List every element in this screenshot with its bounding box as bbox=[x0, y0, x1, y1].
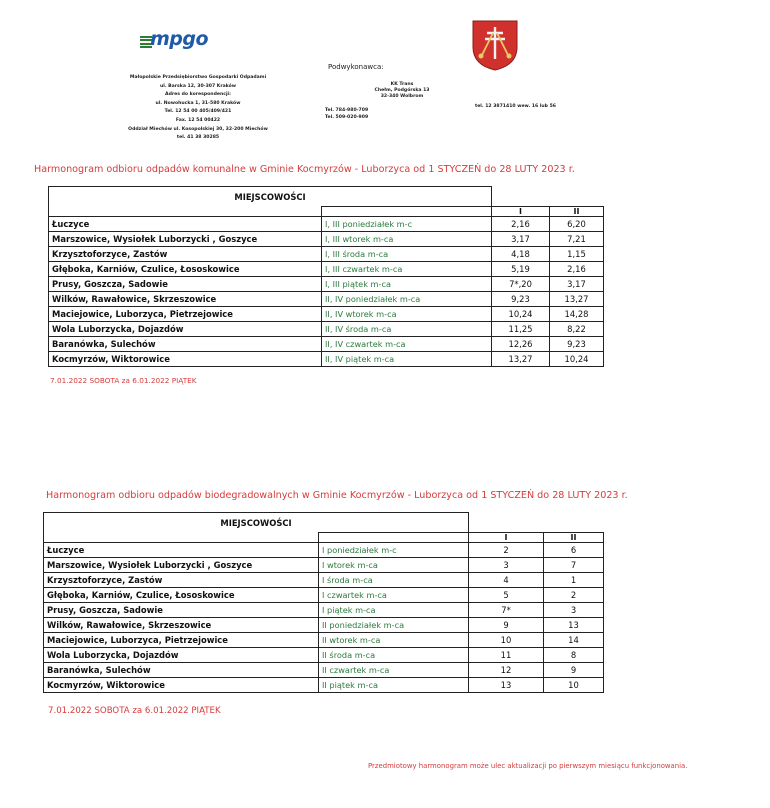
dates-i-cell: 5 bbox=[469, 588, 544, 603]
header-gap bbox=[319, 533, 469, 543]
table-row bbox=[44, 648, 604, 663]
dates-ii-cell: 8,22 bbox=[550, 322, 604, 337]
table2-note: 7.01.2022 SOBOTA za 6.01.2022 PIĄTEK bbox=[48, 706, 221, 716]
coat-of-arms-icon bbox=[471, 19, 519, 71]
dates-ii-cell: 2,16 bbox=[550, 262, 604, 277]
location-cell: Kocmyrzów, Wiktorowice bbox=[49, 352, 322, 367]
table1-note: 7.01.2022 SOBOTA za 6.01.2022 PIĄTEK bbox=[50, 376, 197, 385]
company-line: Małopolskie Przedsiębiorstwo Gospodarki Odpadami bbox=[129, 75, 267, 80]
mpgo-logo bbox=[140, 28, 220, 52]
location-cell: Łuczyce bbox=[44, 543, 319, 558]
table-row bbox=[49, 292, 604, 307]
company-line: tel. 41 38 30285 bbox=[176, 135, 220, 141]
logo-text: mpgo bbox=[150, 28, 209, 50]
dates-ii-cell: 3 bbox=[544, 603, 604, 618]
dates-ii-cell: 8 bbox=[544, 648, 604, 663]
table1-title: Harmonogram odbioru odpadów komunalne w Gminie Kocmyrzów - Luborzyca od 1 STYCZEŃ do 28 LUTY 2023 r. bbox=[34, 164, 575, 175]
subcontractor-label: Podwykonawca: bbox=[328, 63, 384, 71]
dates-ii-cell: 6,20 bbox=[550, 217, 604, 232]
company-line: ul. Nowohucka 1, 31-580 Kraków bbox=[155, 100, 241, 106]
day-cell: II, IV czwartek m-ca bbox=[322, 337, 492, 352]
dates-ii-cell: 2 bbox=[544, 588, 604, 603]
day-cell: II, IV środa m-ca bbox=[322, 322, 492, 337]
location-cell: Głęboka, Karniów, Czulice, Łososkowice bbox=[49, 262, 322, 277]
table-row bbox=[49, 232, 604, 247]
dates-ii-cell: 1 bbox=[544, 573, 604, 588]
column-header-locations: MIEJSCOWOŚCI bbox=[49, 187, 492, 207]
table-row bbox=[44, 588, 604, 603]
dates-i-cell: 9 bbox=[469, 618, 544, 633]
dates-i-cell: 10 bbox=[469, 633, 544, 648]
dates-i-cell: 3 bbox=[469, 558, 544, 573]
location-cell: Wilków, Rawałowice, Skrzeszowice bbox=[44, 618, 319, 633]
company-address bbox=[108, 74, 288, 143]
company-line: Oddział Miechów ul. Kosopolskiej 30, 32-200 Miechów bbox=[128, 126, 268, 132]
dates-ii-cell: 9 bbox=[544, 663, 604, 678]
dates-ii-cell: 10,24 bbox=[550, 352, 604, 367]
location-cell: Wola Luborzycka, Dojazdów bbox=[44, 648, 319, 663]
location-cell: Krzysztoforzyce, Zastów bbox=[49, 247, 322, 262]
table-row bbox=[49, 217, 604, 232]
dates-ii-cell: 1,15 bbox=[550, 247, 604, 262]
day-cell: II czwartek m-ca bbox=[319, 663, 469, 678]
dates-ii-cell: 7 bbox=[544, 558, 604, 573]
day-cell: I, III czwartek m-ca bbox=[322, 262, 492, 277]
day-cell: II poniedziałek m-ca bbox=[319, 618, 469, 633]
footer-note: Przedmiotowy harmonogram może ulec aktualizacji po pierwszym miesiącu funkcjonowania. bbox=[368, 762, 688, 770]
table-row bbox=[49, 322, 604, 337]
location-cell: Maciejowice, Luborzyca, Pietrzejowice bbox=[49, 307, 322, 322]
waste-schedule-table bbox=[48, 186, 604, 367]
dates-i-cell: 12 bbox=[469, 663, 544, 678]
header-gap bbox=[44, 533, 319, 543]
location-cell: Baranówka, Sulechów bbox=[44, 663, 319, 678]
company-line: Fax. 12 54 00422 bbox=[175, 117, 221, 123]
dates-i-cell: 11,25 bbox=[492, 322, 550, 337]
day-cell: I wtorek m-ca bbox=[319, 558, 469, 573]
dates-ii-cell: 10 bbox=[544, 678, 604, 693]
dates-ii-cell: 13 bbox=[544, 618, 604, 633]
day-cell: I poniedziałek m-c bbox=[319, 543, 469, 558]
day-cell: I środa m-ca bbox=[319, 573, 469, 588]
table-row bbox=[44, 678, 604, 693]
dates-ii-cell: 7,21 bbox=[550, 232, 604, 247]
dates-ii-cell: 13,27 bbox=[550, 292, 604, 307]
dates-i-cell: 9,23 bbox=[492, 292, 550, 307]
location-cell: Prusy, Goszcza, Sadowie bbox=[44, 603, 319, 618]
table-row bbox=[49, 277, 604, 292]
table2-title: Harmonogram odbioru odpadów biodegradowalnych w Gminie Kocmyrzów - Luborzyca od 1 STYCZEŃ do 28 LUTY 2023 r. bbox=[46, 490, 628, 501]
location-cell: Maciejowice, Luborzyca, Pietrzejowice bbox=[44, 633, 319, 648]
subcontractor-line: 32-340 Wolbrom bbox=[380, 94, 424, 100]
table-row bbox=[44, 633, 604, 648]
day-cell: II, IV poniedziałek m-ca bbox=[322, 292, 492, 307]
dates-i-cell: 5,19 bbox=[492, 262, 550, 277]
day-cell: I czwartek m-ca bbox=[319, 588, 469, 603]
table-row bbox=[44, 603, 604, 618]
table-row bbox=[49, 337, 604, 352]
table-row bbox=[49, 352, 604, 367]
day-cell: II, IV piątek m-ca bbox=[322, 352, 492, 367]
day-cell: II, IV wtorek m-ca bbox=[322, 307, 492, 322]
subcontractor-line: Chełm, Podgórska 13 bbox=[374, 88, 430, 94]
dates-ii-cell: 9,23 bbox=[550, 337, 604, 352]
table-row bbox=[49, 262, 604, 277]
table-row bbox=[44, 558, 604, 573]
header-gap bbox=[49, 207, 322, 217]
dates-i-cell: 11 bbox=[469, 648, 544, 663]
municipality-phone: tel. 12 3871410 wew. 16 lub 56 bbox=[475, 104, 556, 109]
day-cell: I, III piątek m-ca bbox=[322, 277, 492, 292]
table-row bbox=[44, 573, 604, 588]
dates-i-cell: 13 bbox=[469, 678, 544, 693]
column-header-i: I bbox=[492, 207, 550, 217]
table-row bbox=[49, 247, 604, 262]
column-header-i: I bbox=[469, 533, 544, 543]
day-cell: II piątek m-ca bbox=[319, 678, 469, 693]
dates-i-cell: 2 bbox=[469, 543, 544, 558]
table-row bbox=[44, 663, 604, 678]
dates-i-cell: 7* bbox=[469, 603, 544, 618]
dates-i-cell: 7*,20 bbox=[492, 277, 550, 292]
dates-i-cell: 4,18 bbox=[492, 247, 550, 262]
subcontractor-phones bbox=[325, 108, 368, 121]
table-row bbox=[44, 618, 604, 633]
location-cell: Wola Luborzycka, Dojazdów bbox=[49, 322, 322, 337]
dates-ii-cell: 6 bbox=[544, 543, 604, 558]
subcontractor-phone: Tel. 784-980-709 bbox=[325, 108, 369, 113]
location-cell: Marszowice, Wysiołek Luborzycki , Goszyce bbox=[44, 558, 319, 573]
day-cell: II środa m-ca bbox=[319, 648, 469, 663]
day-cell: II wtorek m-ca bbox=[319, 633, 469, 648]
location-cell: Prusy, Goszcza, Sadowie bbox=[49, 277, 322, 292]
subcontractor-phone: Tel. 509-020-909 bbox=[325, 114, 369, 120]
header-spacer bbox=[492, 187, 604, 207]
dates-i-cell: 13,27 bbox=[492, 352, 550, 367]
column-header-ii: II bbox=[544, 533, 604, 543]
subcontractor-address bbox=[362, 82, 442, 101]
header-gap bbox=[322, 207, 492, 217]
location-cell: Krzysztoforzyce, Zastów bbox=[44, 573, 319, 588]
subcontractor-line: KK Trans bbox=[390, 82, 414, 87]
header-spacer bbox=[469, 513, 604, 533]
company-line: Adres do korespondencji: bbox=[165, 92, 231, 98]
dates-ii-cell: 3,17 bbox=[550, 277, 604, 292]
location-cell: Baranówka, Sulechów bbox=[49, 337, 322, 352]
day-cell: I piątek m-ca bbox=[319, 603, 469, 618]
dates-ii-cell: 14 bbox=[544, 633, 604, 648]
company-line: ul. Barska 12, 30-307 Kraków bbox=[159, 83, 237, 89]
dates-ii-cell: 14,28 bbox=[550, 307, 604, 322]
company-line: Tel. 12 54 00 405/409/421 bbox=[164, 109, 232, 115]
location-cell: Kocmyrzów, Wiktorowice bbox=[44, 678, 319, 693]
location-cell: Głęboka, Karniów, Czulice, Łososkowice bbox=[44, 588, 319, 603]
dates-i-cell: 4 bbox=[469, 573, 544, 588]
dates-i-cell: 12,26 bbox=[492, 337, 550, 352]
biowaste-schedule-table bbox=[43, 512, 604, 693]
table-row bbox=[44, 543, 604, 558]
column-header-locations: MIEJSCOWOŚCI bbox=[44, 513, 469, 533]
dates-i-cell: 3,17 bbox=[492, 232, 550, 247]
table-row bbox=[49, 307, 604, 322]
location-cell: Łuczyce bbox=[49, 217, 322, 232]
location-cell: Wilków, Rawałowice, Skrzeszowice bbox=[49, 292, 322, 307]
day-cell: I, III poniedziałek m-c bbox=[322, 217, 492, 232]
location-cell: Marszowice, Wysiołek Luborzycki , Goszyce bbox=[49, 232, 322, 247]
column-header-ii: II bbox=[550, 207, 604, 217]
day-cell: I, III wtorek m-ca bbox=[322, 232, 492, 247]
dates-i-cell: 10,24 bbox=[492, 307, 550, 322]
day-cell: I, III środa m-ca bbox=[322, 247, 492, 262]
dates-i-cell: 2,16 bbox=[492, 217, 550, 232]
